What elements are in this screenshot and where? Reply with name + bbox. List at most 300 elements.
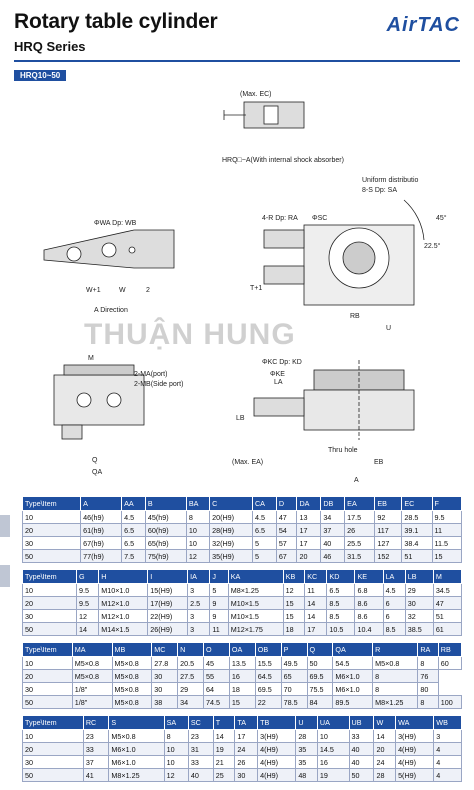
table-header-row [23, 716, 462, 730]
label-kc: ΦKC Dp: KD [262, 359, 302, 366]
table-cell: 34 [321, 511, 345, 524]
table-cell: 18 [283, 623, 305, 636]
table-cell: 30 [405, 597, 433, 610]
table-cell: 20 [23, 597, 77, 610]
table-cell: 9 [210, 597, 228, 610]
label-shock: HRQ□−A(With internal shock absorber) [222, 157, 344, 164]
table-cell: 84 [307, 696, 333, 709]
table-cell: 13.5 [229, 657, 255, 670]
table-row [23, 769, 462, 782]
table-cell: 30 [235, 769, 258, 782]
table-cell: 20 [374, 743, 396, 756]
table-cell: 65(h9) [145, 537, 186, 550]
column-header: CA [252, 497, 276, 511]
side-thumbnail [0, 565, 10, 587]
column-header: EA [345, 497, 375, 511]
table-cell: 10 [186, 524, 209, 537]
table-cell: 3 [188, 610, 210, 623]
column-header: OB [255, 643, 281, 657]
table-cell: 8.5 [327, 597, 355, 610]
table-cell: 22 [255, 696, 281, 709]
table-cell: 80 [418, 683, 438, 696]
watermark: THUẬN HUNG [84, 318, 296, 351]
table-cell: 14 [77, 623, 99, 636]
table-cell: 15 [283, 610, 305, 623]
spec-table-4 [22, 715, 462, 782]
table-cell: M5×0.8 [112, 696, 152, 709]
table-cell: 40 [321, 537, 345, 550]
table-cell: 14 [305, 597, 327, 610]
table-cell: M8×1.25 [228, 584, 283, 597]
table-cell: 45(h9) [145, 511, 186, 524]
table-cell: 6 [383, 610, 405, 623]
table-cell: 6.8 [355, 584, 383, 597]
table-cell: 28 [374, 769, 396, 782]
table-cell: 8.5 [327, 610, 355, 623]
table-cell: M5×0.8 [72, 670, 112, 683]
table-cell: 5 [252, 550, 276, 563]
table-cell: 30 [152, 670, 178, 683]
table-cell: 55 [204, 670, 230, 683]
table-cell: 16 [229, 670, 255, 683]
table-cell: 14.5 [317, 743, 349, 756]
table-cell: 8.6 [355, 597, 383, 610]
column-header: A [81, 497, 122, 511]
table-cell: 30 [23, 683, 73, 696]
table-cell: 4.5 [122, 511, 146, 524]
table-cell: 8.5 [383, 623, 405, 636]
page-title: Rotary table cylinder [14, 10, 218, 33]
table-cell: 10.4 [355, 623, 383, 636]
column-header: WB [434, 716, 462, 730]
table-cell: 12 [164, 769, 188, 782]
table-cell: 28 [296, 730, 318, 743]
table-cell: 37 [83, 756, 109, 769]
table-cell: 24 [235, 743, 258, 756]
table-cell: M10×1.0 [99, 584, 148, 597]
column-header: H [99, 570, 148, 584]
table-cell: 6.5 [327, 584, 355, 597]
table-cell: 25.5 [345, 537, 375, 550]
label-a: A [354, 477, 359, 484]
table-cell: 14 [213, 730, 235, 743]
table-row [23, 696, 462, 709]
table-cell: 3 [434, 730, 462, 743]
table-cell: M8×1.25 [373, 696, 418, 709]
table-cell: 10.5 [327, 623, 355, 636]
table-cell: 8 [373, 683, 418, 696]
table-cell: 57 [276, 537, 297, 550]
table-cell: 16 [317, 756, 349, 769]
table-cell: 7.5 [122, 550, 146, 563]
table-cell: 35 [296, 756, 318, 769]
table-cell: 6.5 [252, 524, 276, 537]
spec-tables [22, 496, 462, 788]
table-cell: 67(h9) [81, 537, 122, 550]
table-cell: 2.5 [188, 597, 210, 610]
page-header [0, 0, 474, 62]
table-cell: 4 [434, 743, 462, 756]
column-header: Q [307, 643, 333, 657]
table-row [23, 524, 462, 537]
table-cell: M10×1.5 [228, 597, 283, 610]
table-cell: 5 [252, 537, 276, 550]
table-cell: 17(H9) [148, 597, 188, 610]
table-cell: M8×1.25 [109, 769, 164, 782]
table-cell: 21 [213, 756, 235, 769]
table-cell: 75(h9) [145, 550, 186, 563]
table-cell: 4(H9) [396, 756, 434, 769]
table-cell: 28.5 [402, 511, 432, 524]
table-cell: 10 [23, 730, 84, 743]
table-cell: 23 [83, 730, 109, 743]
column-header: IA [188, 570, 210, 584]
label-w1: W+1 [86, 287, 101, 294]
table-row [23, 730, 462, 743]
label-t1: T+1 [250, 285, 263, 292]
table-cell: 61 [433, 623, 461, 636]
table-cell: 4(H9) [258, 756, 296, 769]
table-cell: 33 [83, 743, 109, 756]
table-cell: 10 [186, 537, 209, 550]
table-cell: 41 [83, 769, 109, 782]
table-cell: 4(H9) [396, 743, 434, 756]
table-cell: 50 [349, 769, 374, 782]
table-cell: M6×1.0 [333, 683, 373, 696]
column-header: I [148, 570, 188, 584]
table-row [23, 623, 462, 636]
table-cell: 49.5 [281, 657, 307, 670]
table-cell: 11 [210, 623, 228, 636]
table-row [23, 683, 462, 696]
table-cell: 26(H9) [148, 623, 188, 636]
table-cell: 31.5 [345, 550, 375, 563]
column-header: MB [112, 643, 152, 657]
table-row [23, 511, 462, 524]
table-cell: 48 [296, 769, 318, 782]
table-cell: 11 [305, 584, 327, 597]
table-cell: 22(H9) [148, 610, 188, 623]
table-cell: M12×1.0 [99, 610, 148, 623]
table-header-row [23, 643, 462, 657]
table-row [23, 670, 462, 683]
table-cell: 17 [297, 537, 321, 550]
table-cell: 3(H9) [396, 730, 434, 743]
table-cell: 9.5 [77, 597, 99, 610]
column-header: W [374, 716, 396, 730]
table-cell: 5 [210, 584, 228, 597]
table-cell: 50 [23, 623, 77, 636]
column-header: KE [355, 570, 383, 584]
table-cell: 34.5 [433, 584, 461, 597]
technical-drawing [14, 80, 460, 490]
table-cell: 11.5 [432, 537, 461, 550]
column-header: AA [122, 497, 146, 511]
table-cell: 33 [349, 730, 374, 743]
table-cell: M6×1.0 [109, 756, 164, 769]
table-cell: 17.5 [345, 511, 375, 524]
label-sc: ΦSC [312, 215, 328, 222]
table-cell: 50 [23, 550, 81, 563]
column-header: Type\Item [23, 497, 81, 511]
label-rb: RB [350, 313, 360, 320]
label-qa: QA [92, 469, 103, 476]
column-header: OA [229, 643, 255, 657]
table-cell: 30 [23, 537, 81, 550]
table-cell: 4 [434, 756, 462, 769]
table-cell: 100 [438, 696, 461, 709]
table-cell: 3 [188, 584, 210, 597]
table-cell: M6×1.0 [109, 743, 164, 756]
table-cell: 12 [77, 610, 99, 623]
table-cell: 27.8 [152, 657, 178, 670]
table-cell: 26 [345, 524, 375, 537]
table-cell: M5×0.8 [112, 670, 152, 683]
table-cell: M10×1.5 [228, 610, 283, 623]
table-cell: 75.5 [307, 683, 333, 696]
table-cell: 10 [317, 730, 349, 743]
table-cell: M5×0.8 [112, 657, 152, 670]
table-cell: 3 [188, 623, 210, 636]
column-header: Type\Item [23, 643, 73, 657]
table-cell: 37 [321, 524, 345, 537]
table-cell: 12 [186, 550, 209, 563]
table-cell: 25 [213, 769, 235, 782]
label-eb: EB [374, 459, 384, 466]
column-header: LB [405, 570, 433, 584]
column-header: Type\Item [23, 716, 84, 730]
column-header: QA [333, 643, 373, 657]
table-cell: 31 [188, 743, 213, 756]
column-header: MC [152, 643, 178, 657]
table-cell: 67 [276, 550, 297, 563]
table-cell: 4(H9) [258, 743, 296, 756]
table-cell: 54 [276, 524, 297, 537]
table-cell: 47 [433, 597, 461, 610]
column-header: RA [418, 643, 438, 657]
table-cell: 15(H9) [148, 584, 188, 597]
table-cell: 127 [375, 537, 402, 550]
table-cell: 15.5 [255, 657, 281, 670]
table-cell: 1/8" [72, 696, 112, 709]
table-cell: 20 [23, 743, 84, 756]
table-cell: 54.5 [333, 657, 373, 670]
label-la: LA [274, 379, 283, 386]
table-cell: 32(H9) [210, 537, 253, 550]
table-cell: M14×1.5 [99, 623, 148, 636]
column-header: EB [375, 497, 402, 511]
table-cell: 13 [297, 511, 321, 524]
table-cell: 64 [204, 683, 230, 696]
table-cell: 4(H9) [258, 769, 296, 782]
column-header: DA [297, 497, 321, 511]
table-cell: 34 [178, 696, 204, 709]
column-header: J [210, 570, 228, 584]
table-cell: 6.5 [122, 524, 146, 537]
table-cell: M5×0.8 [72, 657, 112, 670]
table-cell: 60 [438, 657, 461, 670]
table-cell: 45 [204, 657, 230, 670]
table-cell: 92 [375, 511, 402, 524]
table-cell: 10 [164, 743, 188, 756]
table-cell: 78.5 [281, 696, 307, 709]
table-cell: 8 [418, 696, 438, 709]
table-cell: 15 [283, 597, 305, 610]
table-cell: 76 [418, 670, 438, 683]
column-header: DB [321, 497, 345, 511]
airtac-logo: AirTAC [386, 14, 460, 36]
table-cell: 40 [349, 743, 374, 756]
table-cell: M5×0.8 [109, 730, 164, 743]
column-header: M [433, 570, 461, 584]
table-cell: M12×1.75 [228, 623, 283, 636]
table-cell: 19 [317, 769, 349, 782]
column-header: KD [327, 570, 355, 584]
table-row [23, 756, 462, 769]
label-a-direction: A Direction [94, 307, 128, 314]
column-header: EC [402, 497, 432, 511]
table-cell: M6×1.0 [333, 670, 373, 683]
table-cell: 50 [23, 769, 84, 782]
table-header-row [23, 497, 462, 511]
table-cell: 20(H9) [210, 511, 253, 524]
column-header: F [432, 497, 461, 511]
column-header: O [204, 643, 230, 657]
table-cell: 10 [23, 657, 73, 670]
table-row [23, 597, 462, 610]
table-cell: 38.4 [402, 537, 432, 550]
table-cell: 69.5 [307, 670, 333, 683]
table-cell: M5×0.8 [112, 683, 152, 696]
column-header: TB [258, 716, 296, 730]
table-cell: 50 [307, 657, 333, 670]
column-header: G [77, 570, 99, 584]
table-cell: 51 [402, 550, 432, 563]
spec-table-2 [22, 569, 462, 636]
table-cell: 70 [281, 683, 307, 696]
column-header: P [281, 643, 307, 657]
table-cell: 10 [164, 756, 188, 769]
table-cell: 28(H9) [210, 524, 253, 537]
table-cell: 50 [23, 696, 73, 709]
table-cell: 30 [23, 610, 77, 623]
table-cell: 77(h9) [81, 550, 122, 563]
table-cell: 20.5 [178, 657, 204, 670]
column-header: S [109, 716, 164, 730]
table-cell: 17 [235, 730, 258, 743]
table-cell: 89.5 [333, 696, 373, 709]
table-cell: 17 [297, 524, 321, 537]
table-cell: 12 [283, 584, 305, 597]
table-row [23, 657, 462, 670]
table-cell: 51 [433, 610, 461, 623]
series-title: HRQ Series [14, 39, 86, 54]
column-header: N [178, 643, 204, 657]
label-225: 22.5° [424, 243, 441, 250]
table-cell: 6.5 [122, 537, 146, 550]
table-cell: 10 [23, 584, 77, 597]
column-header: KB [283, 570, 305, 584]
table-cell: 35(H9) [210, 550, 253, 563]
column-header: MA [72, 643, 112, 657]
table-cell: 11 [432, 524, 461, 537]
label-ea: (Max. EA) [232, 459, 264, 466]
table-cell: 60(h9) [145, 524, 186, 537]
table-cell: 14 [374, 730, 396, 743]
column-header: KC [305, 570, 327, 584]
column-header: UB [349, 716, 374, 730]
table-cell: 117 [375, 524, 402, 537]
table-cell: 47 [276, 511, 297, 524]
table-cell: 20 [23, 524, 81, 537]
spec-table-1 [22, 496, 462, 563]
column-header: T [213, 716, 235, 730]
column-header: BA [186, 497, 209, 511]
label-ma: 2-MA(port) [134, 371, 168, 378]
column-header: D [276, 497, 297, 511]
table-cell: 30 [152, 683, 178, 696]
table-row [23, 550, 462, 563]
table-cell: 8 [373, 670, 418, 683]
table-cell: 8 [186, 511, 209, 524]
label-sdp: 8-S Dp: SA [362, 187, 398, 194]
table-cell: 38.5 [405, 623, 433, 636]
table-cell: 8 [164, 730, 188, 743]
label-uniform: Uniform distributio [362, 177, 419, 184]
column-header: KA [228, 570, 283, 584]
spec-table-3 [22, 642, 462, 709]
table-cell: 23 [188, 730, 213, 743]
front-view [54, 375, 144, 425]
table-cell: 32 [405, 610, 433, 623]
table-cell: 24 [374, 756, 396, 769]
label-rdp: 4-R Dp: RA [262, 215, 298, 222]
table-cell: 1/8" [72, 683, 112, 696]
table-cell: 6 [383, 597, 405, 610]
table-cell: 20 [23, 670, 73, 683]
label-max-ec: (Max. EC) [240, 91, 272, 98]
table-cell: M12×1.0 [99, 597, 148, 610]
table-cell: 26 [235, 756, 258, 769]
table-cell: 40 [188, 769, 213, 782]
header-rule [14, 60, 460, 62]
table-cell: 46 [321, 550, 345, 563]
column-header: R [373, 643, 418, 657]
table-cell: 29 [405, 584, 433, 597]
table-cell: 61(h9) [81, 524, 122, 537]
column-header: Type\Item [23, 570, 77, 584]
table-cell: 3(H9) [258, 730, 296, 743]
column-header: UA [317, 716, 349, 730]
table-cell: 10 [23, 511, 81, 524]
table-cell: 46(h9) [81, 511, 122, 524]
table-cell: 4.5 [252, 511, 276, 524]
column-header: B [145, 497, 186, 511]
table-cell: 38 [152, 696, 178, 709]
table-row [23, 743, 462, 756]
column-header: TA [235, 716, 258, 730]
table-cell: 35 [296, 743, 318, 756]
table-cell: 5(H9) [396, 769, 434, 782]
table-cell: 4 [434, 769, 462, 782]
column-header: C [210, 497, 253, 511]
table-cell: 9 [210, 610, 228, 623]
table-cell: 65 [281, 670, 307, 683]
label-u: U [386, 325, 392, 332]
table-cell: 152 [375, 550, 402, 563]
label-thru: Thru hole [328, 447, 358, 454]
label-wa: ΦWA Dp: WB [94, 220, 137, 227]
